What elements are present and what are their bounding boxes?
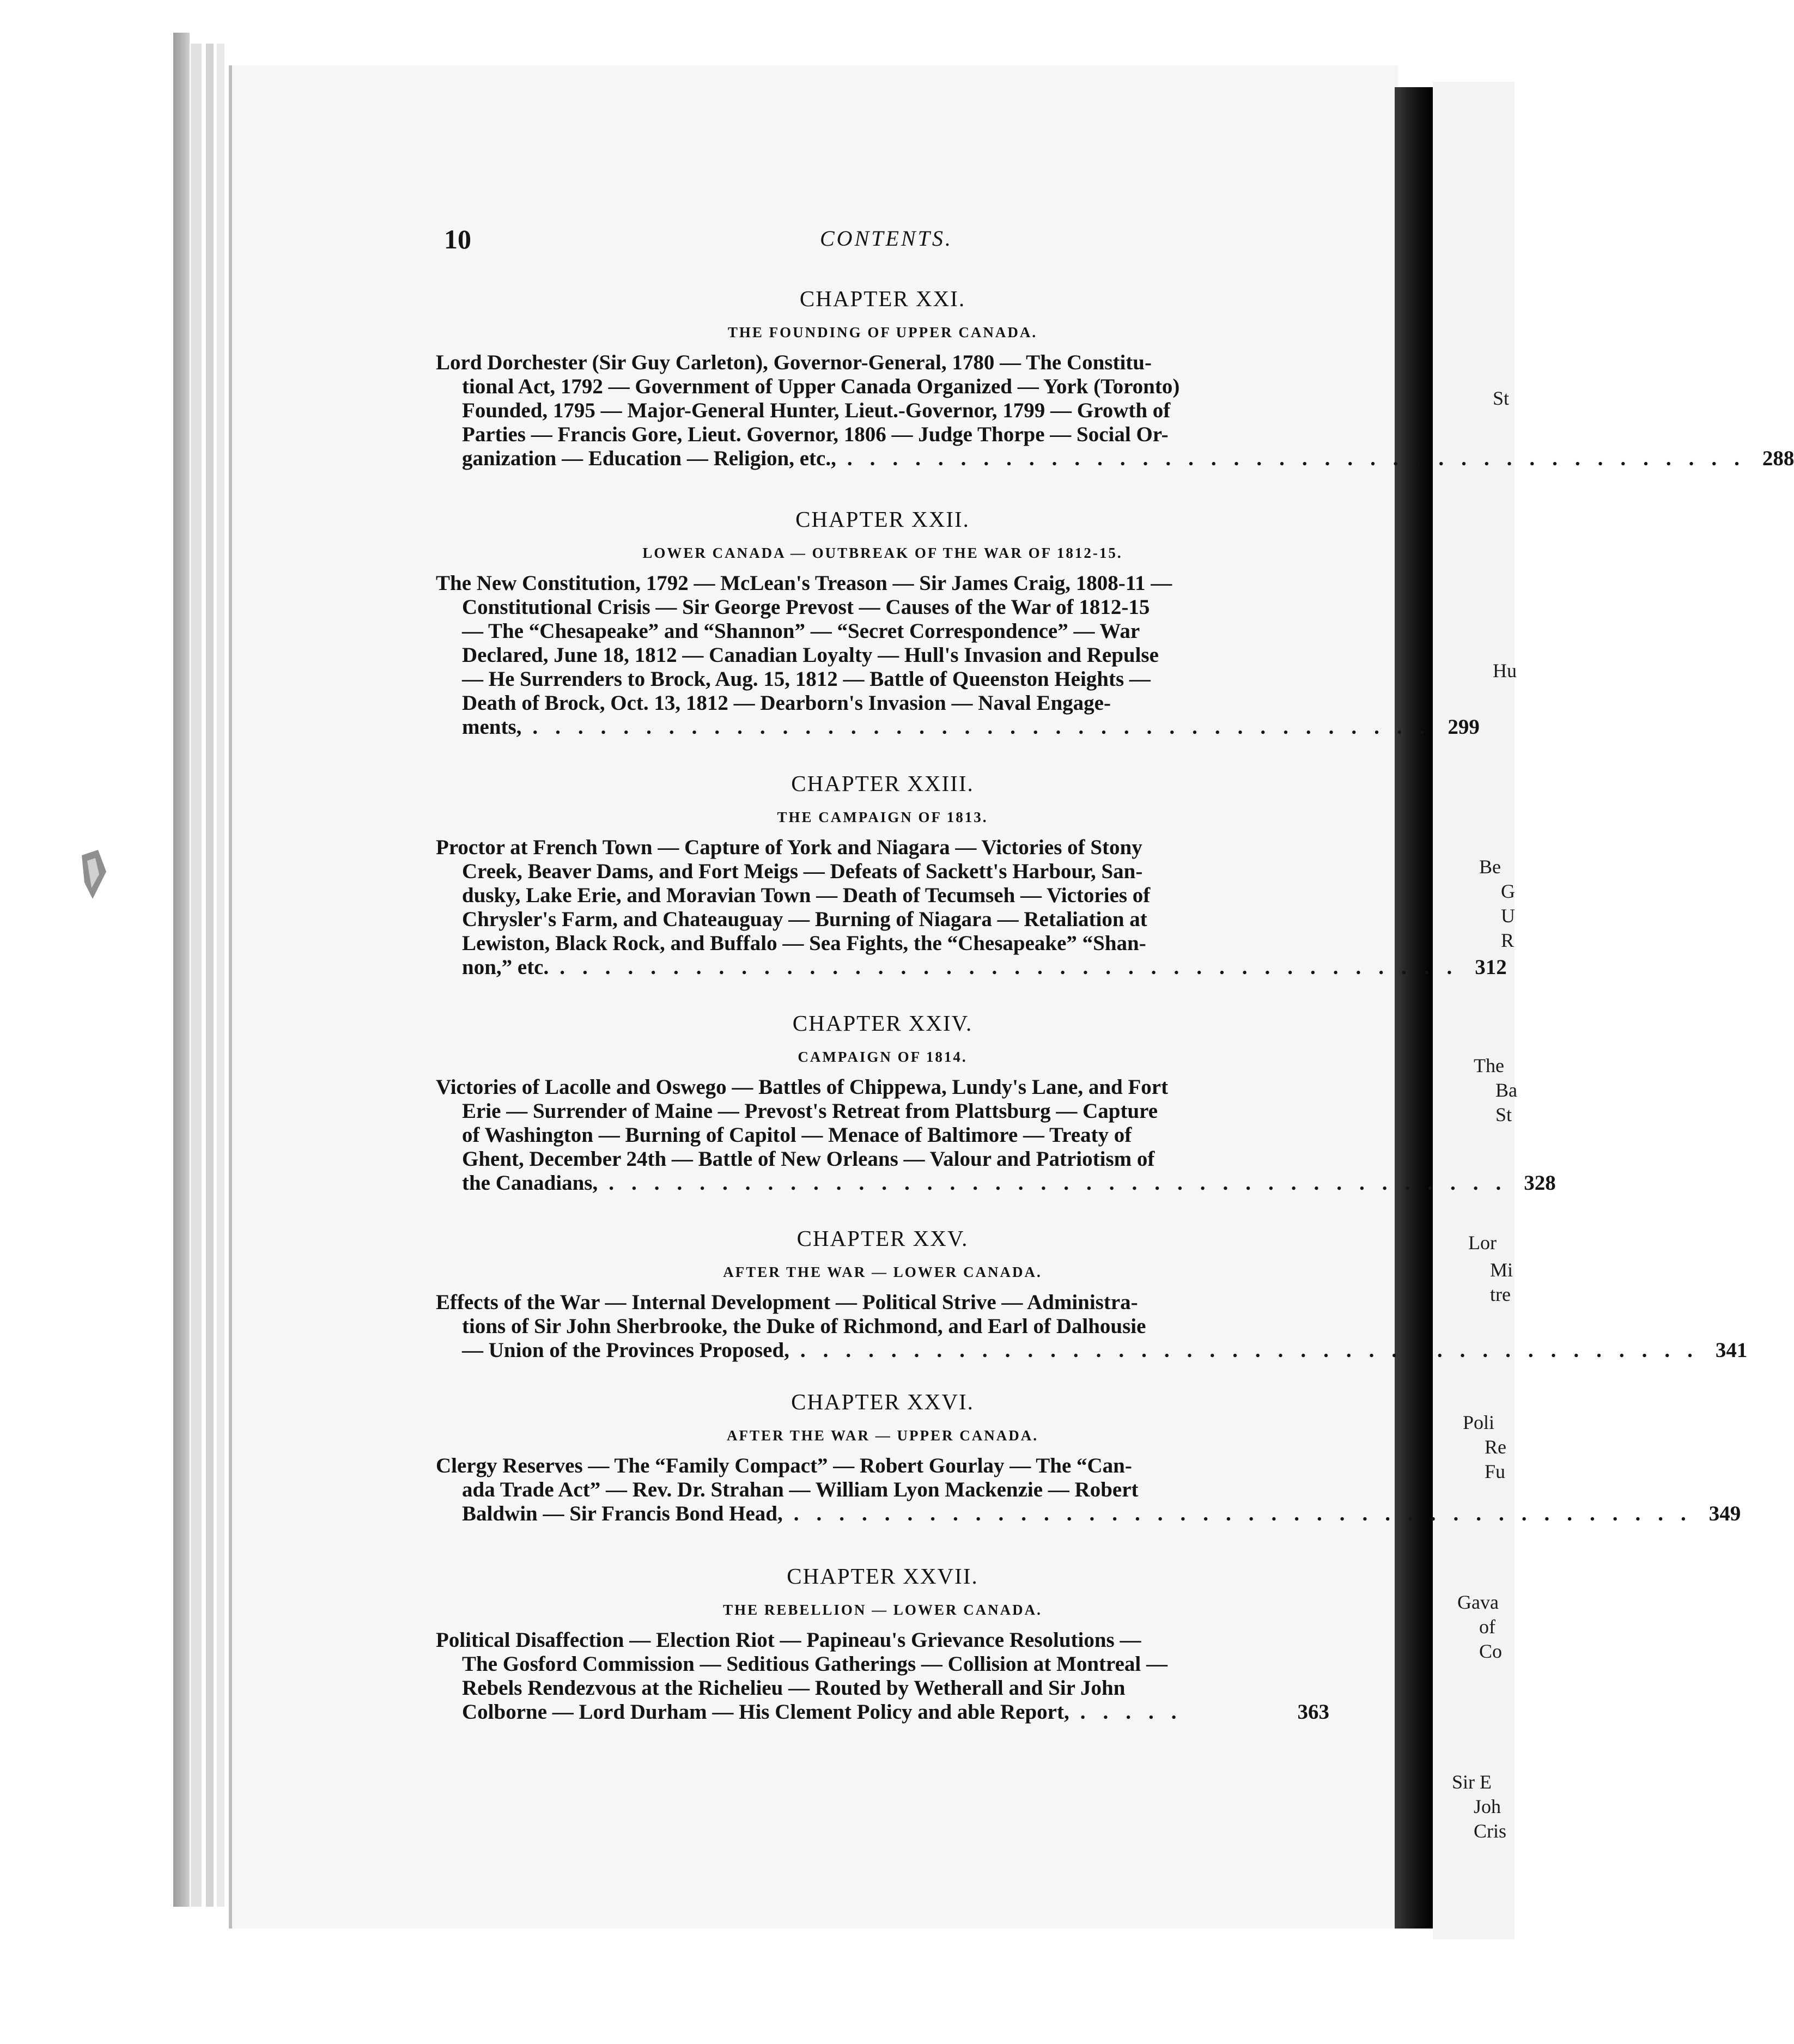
chapter-title: CHAPTER XXII. <box>795 507 970 532</box>
page-edge-strip <box>191 44 202 1907</box>
facing-page-fragment: Mi <box>1490 1259 1513 1281</box>
summary-line: Erie — Surrender of Maine — Prevost's Retreat from Plattsburg — Capture <box>462 1099 1158 1123</box>
chapter-entry <box>436 1008 1556 1195</box>
summary-line: Rebels Rendezvous at the Richelieu — Routed by Wetherall and Sir John <box>462 1676 1126 1700</box>
summary-line: Parties — Francis Gore, Lieut. Governor, 1806 — Judge Thorpe — Social Or- <box>462 423 1169 446</box>
summary-last-line <box>436 1339 1748 1362</box>
summary-line: tions of Sir John Sherbrooke, the Duke of Richmond, and Earl of Dalhousie <box>462 1315 1146 1338</box>
summary-line: — Union of the Provinces Proposed, <box>462 1339 789 1362</box>
summary-last-line <box>436 1700 1329 1724</box>
summary-line: Ghent, December 24th — Battle of New Orleans — Valour and Patriotism of <box>462 1147 1155 1171</box>
summary-last-line <box>436 447 1794 471</box>
facing-page-fragment: St <box>1495 1104 1512 1126</box>
facing-page-fragment: of <box>1479 1616 1495 1638</box>
facing-page-fragment: Fu <box>1485 1461 1506 1482</box>
chapter-title: CHAPTER XXIII. <box>791 771 974 796</box>
summary-line: Victories of Lacolle and Oswego — Battles of Chippewa, Lundy's Lane, and Fort <box>436 1075 1169 1099</box>
summary-line: Chrysler's Farm, and Chateauguay — Burning of Niagara — Retaliation at <box>462 908 1147 931</box>
summary-line: Colborne — Lord Durham — His Clement Policy and able Report, <box>462 1700 1069 1724</box>
summary-line: Creek, Beaver Dams, and Fort Meigs — Defeats of Sackett's Harbour, San- <box>462 860 1143 883</box>
summary-line: non,” etc. <box>462 956 549 979</box>
chapter-title: CHAPTER XXV. <box>796 1226 969 1251</box>
dot-leader: ........................................ <box>800 1339 1710 1362</box>
chapter-subtitle: THE FOUNDING OF UPPER CANADA. <box>727 324 1038 340</box>
dot-leader: ..... <box>1080 1700 1194 1724</box>
chapter-page-number: 328 <box>1524 1171 1556 1195</box>
summary-line: The Gosford Commission — Seditious Gatherings — Collision at Montreal — <box>462 1652 1168 1676</box>
facing-page-fragment: Joh <box>1474 1796 1501 1817</box>
dot-leader: ........................................ <box>560 956 1470 979</box>
facing-page-fragment: Re <box>1485 1436 1506 1458</box>
chapter-title: CHAPTER XXI. <box>799 286 966 311</box>
chapter-subtitle: THE REBELLION — LOWER CANADA. <box>723 1602 1042 1618</box>
chapter-page-number: 349 <box>1708 1502 1741 1525</box>
chapter-subtitle: CAMPAIGN OF 1814. <box>798 1049 968 1065</box>
page-number: 10 <box>444 224 471 254</box>
chapter-page-number: 299 <box>1448 715 1480 739</box>
summary-line: Death of Brock, Oct. 13, 1812 — Dearborn's Invasion — Naval Engage- <box>462 691 1111 715</box>
summary-line: The New Constitution, 1792 — McLean's Treason — Sir James Craig, 1808-11 — <box>436 571 1172 595</box>
summary-line: Clergy Reserves — The “Family Compact” — Robert Gourlay — The “Can- <box>436 1454 1132 1477</box>
chapter-title: CHAPTER XXVI. <box>791 1389 974 1414</box>
chapter-subtitle: AFTER THE WAR — LOWER CANADA. <box>723 1264 1042 1280</box>
page-edge-strip <box>217 44 224 1907</box>
facing-page-fragment: Ba <box>1495 1079 1517 1101</box>
facing-page-fragment: Be <box>1479 856 1501 878</box>
summary-line: Lord Dorchester (Sir Guy Carleton), Governor-General, 1780 — The Constitu- <box>436 351 1152 374</box>
summary-line: Constitutional Crisis — Sir George Prevost — Causes of the War of 1812-15 <box>462 595 1150 619</box>
scan-margin <box>0 1939 1515 2044</box>
chapter-page-number: 312 <box>1475 956 1507 979</box>
scan-speck <box>65 850 114 937</box>
summary-line: Political Disaffection — Election Riot — Papineau's Grievance Resolutions — <box>436 1628 1141 1652</box>
summary-line: Lewiston, Black Rock, and Buffalo — Sea Fights, the “Chesapeake” “Shan- <box>462 932 1146 955</box>
facing-page-fragment: St <box>1493 387 1510 409</box>
summary-line: Baldwin — Sir Francis Bond Head, <box>462 1502 783 1525</box>
book-gutter <box>1395 87 1433 1929</box>
chapter-subtitle: LOWER CANADA — OUTBREAK OF THE WAR OF 1812-15. <box>642 545 1123 561</box>
summary-line: — He Surrenders to Brock, Aug. 15, 1812 — Battle of Queenston Heights — <box>462 667 1151 691</box>
chapter-page-number: 288 <box>1762 447 1794 470</box>
facing-page-fragment: Hu <box>1493 660 1517 682</box>
chapter-subtitle: AFTER THE WAR — UPPER CANADA. <box>726 1427 1039 1444</box>
summary-line: ada Trade Act” — Rev. Dr. Strahan — William Lyon Mackenzie — Robert <box>462 1478 1139 1501</box>
chapter-page-number: 341 <box>1715 1339 1748 1362</box>
dot-leader: ........................................ <box>532 715 1443 739</box>
running-head <box>444 223 1337 256</box>
summary-line: ments, <box>462 715 522 739</box>
facing-page-fragment: Lor <box>1468 1232 1497 1254</box>
facing-page <box>1433 82 1515 1945</box>
dot-leader: ........................................ <box>609 1171 1519 1195</box>
summary-last-line <box>436 715 1480 739</box>
summary-line: Proctor at French Town — Capture of York and Niagara — Victories of Stony <box>436 836 1142 859</box>
facing-page-fragment: tre <box>1490 1283 1511 1305</box>
dot-leader: ........................................ <box>793 1502 1704 1525</box>
facing-page-fragment: Sir E <box>1452 1771 1492 1793</box>
facing-page-fragment: U <box>1501 905 1515 927</box>
facing-page-fragment: R <box>1501 929 1515 951</box>
summary-line: Effects of the War — Internal Development — Political Strive — Administra- <box>436 1291 1138 1314</box>
binding-shadow <box>173 33 190 1907</box>
chapter-title: CHAPTER XXVII. <box>787 1564 978 1589</box>
page-edge-strip <box>206 44 214 1907</box>
summary-last-line <box>436 1171 1556 1195</box>
summary-line: — The “Chesapeake” and “Shannon” — “Secret Correspondence” — War <box>462 619 1140 643</box>
summary-line: ganization — Education — Religion, etc., <box>462 447 836 470</box>
summary-last-line <box>436 956 1507 980</box>
facing-page-fragment: The <box>1474 1055 1504 1076</box>
chapter-subtitle: THE CAMPAIGN OF 1813. <box>777 809 988 825</box>
summary-line: of Washington — Burning of Capitol — Menace of Baltimore — Treaty of <box>462 1123 1132 1147</box>
summary-line: tional Act, 1792 — Government of Upper Canada Organized — York (Toronto) <box>462 375 1180 398</box>
summary-line: Declared, June 18, 1812 — Canadian Loyalty — Hull's Invasion and Repulse <box>462 643 1159 667</box>
chapter-entry <box>436 768 1507 980</box>
summary-line: dusky, Lake Erie, and Moravian Town — Death of Tecumseh — Victories of <box>462 884 1151 907</box>
facing-page-fragment: Gava <box>1457 1591 1499 1613</box>
chapter-page-number: 363 <box>1297 1700 1329 1724</box>
summary-line: Founded, 1795 — Major-General Hunter, Lieut.-Governor, 1799 — Growth of <box>462 399 1171 422</box>
chapter-entry <box>436 504 1480 739</box>
summary-last-line <box>436 1502 1741 1526</box>
facing-page-fragment: Poli <box>1463 1412 1495 1433</box>
facing-page-fragment: G <box>1501 880 1515 902</box>
running-title: CONTENTS. <box>820 226 953 251</box>
chapter-entry <box>436 1561 1329 1724</box>
facing-page-fragment: Co <box>1479 1640 1503 1662</box>
dot-leader: ........................................ <box>847 447 1757 470</box>
chapter-title: CHAPTER XXIV. <box>792 1011 973 1036</box>
chapter-entry <box>436 283 1794 471</box>
facing-page-fragment: Cris <box>1474 1820 1507 1842</box>
summary-line: the Canadians, <box>462 1171 598 1195</box>
